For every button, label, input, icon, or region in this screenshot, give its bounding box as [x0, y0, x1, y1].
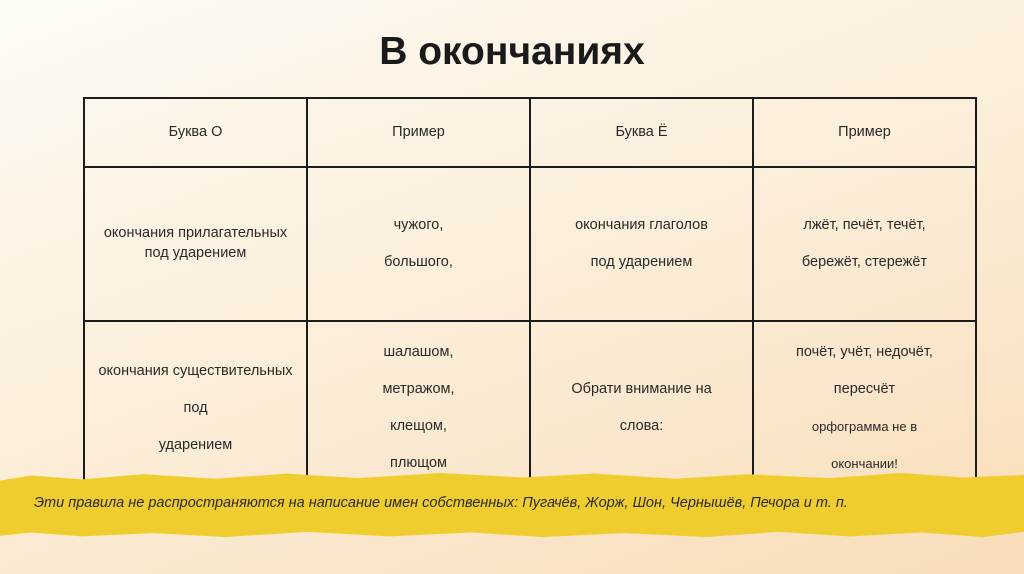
rule-line: под ударением [590, 254, 693, 270]
rule-nouns [84, 321, 307, 495]
example-nouns [307, 321, 530, 495]
note-line: слова: [619, 418, 664, 434]
header-letter-yo: Буква Ё [530, 98, 753, 167]
rules-table [83, 97, 977, 496]
example-line: бережёт, стережёт [801, 254, 928, 270]
example-line: клещом, [390, 418, 447, 434]
example-verbs [753, 167, 976, 321]
header-example-o: Пример [307, 98, 530, 167]
spelling-note-line: орфограмма не в [811, 419, 918, 434]
rule-line: окончания существительных под [98, 362, 293, 416]
example-line: почёт, учёт, недочёт, [796, 344, 933, 360]
spelling-note-line: окончании! [831, 456, 898, 471]
example-adjectives [307, 167, 530, 321]
example-line: лжёт, печёт, течёт, [803, 217, 926, 233]
page-title: В окончаниях [379, 30, 645, 73]
rule-line: окончания глаголов [575, 217, 708, 233]
header-example-yo: Пример [753, 98, 976, 167]
proper-names-note: Эти правила не распространяются на написание имен собственных: Пугачёв, Жорж, Шон, Чернышёв, Печора и т. п. [34, 495, 848, 511]
header-letter-o: Буква О [84, 98, 307, 167]
example-exceptions [753, 321, 976, 495]
table-row [84, 321, 976, 495]
example-line: плющом [390, 455, 447, 471]
example-line: пересчёт [833, 381, 896, 397]
example-line: шалашом, [383, 344, 454, 360]
table-header-row [84, 98, 976, 167]
rule-line: ударением [158, 436, 233, 453]
attention-note [530, 321, 753, 495]
rule-verbs [530, 167, 753, 321]
rule-adjectives: окончания прилагательных под ударением [84, 167, 307, 321]
example-line: чужого, [393, 217, 444, 233]
example-line: большого, [384, 254, 453, 270]
note-line: Обрати внимание на [571, 381, 712, 397]
example-line: метражом, [382, 381, 455, 397]
table-row [84, 167, 976, 321]
